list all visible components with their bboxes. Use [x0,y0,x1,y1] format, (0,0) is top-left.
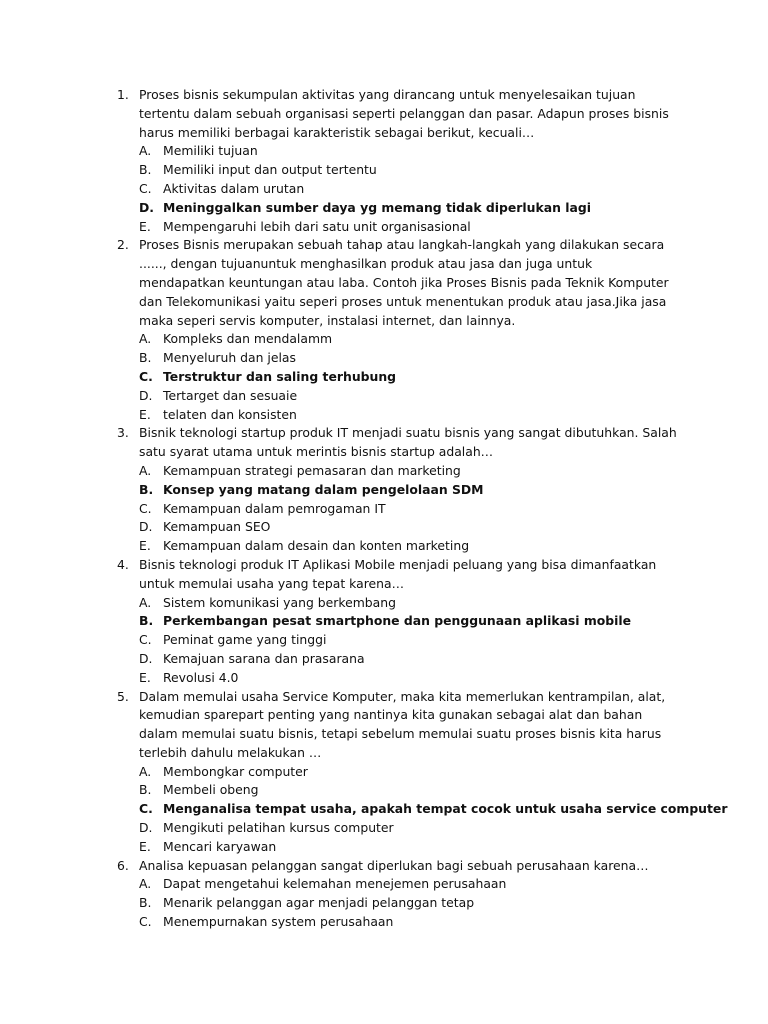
option-text: Kompleks dan mendalamm [163,331,333,347]
answer-option [0,161,768,180]
option-text: telaten dan konsisten [163,406,297,422]
question-3 [0,424,768,462]
answer-option-key [0,368,768,387]
option-text: Kemampuan dalam desain dan konten marketing [163,538,470,554]
option-letter: B. [139,162,152,178]
question-number: 6. [117,857,129,873]
option-text: Menganalisa tempat usaha, apakah tempat cocok untuk usaha service computer [163,801,728,817]
option-text: Memiliki input dan output tertentu [163,162,377,178]
option-letter: A. [139,594,152,610]
question-number: 2. [117,237,129,253]
question-text: Proses Bisnis merupakan sebuah tahap atau langkah-langkah yang dilakukan secara ......, dengan tujuanuntuk menghasilkan produk atau jasa dan juga untuk mendapatkan keuntungan atau laba. Contoh jika Proses Bisnis pada Teknik Komputer dan Telekomunikasi yaitu seperi proses untuk menentukan produk atau jasa.Jika jasa maka seperi servis komputer, instalasi internet, dan lainnya. [139,237,669,328]
option-text: Membongkar computer [163,763,308,779]
question-text: Proses bisnis sekumpulan aktivitas yang dirancang untuk menyelesaikan tujuan tertentu dalam sebuah organisasi seperti pelanggan dan pasar. Adapun proses bisnis harus memiliki berbagai karakteristik sebagai berikut, kecuali… [139,87,669,140]
option-text: Kemajuan sarana dan prasarana [163,650,365,666]
question-text: Bisnik teknologi startup produk IT menjadi suatu bisnis yang sangat dibutuhkan. Salah satu syarat utama untuk merintis bisnis startup adalah… [139,425,677,460]
option-text: Sistem komunikasi yang berkembang [163,594,396,610]
option-text: Mengikuti pelatihan kursus computer [163,820,394,836]
option-letter: D. [139,650,153,666]
option-letter: D. [139,519,153,535]
option-text: Konsep yang matang dalam pengelolaan SDM [163,481,484,497]
answer-option [0,650,768,669]
option-letter: D. [139,199,154,215]
option-letter: E. [139,838,151,854]
option-text: Tertarget dan sesuaie [163,387,298,403]
answer-option [0,819,768,838]
option-letter: C. [139,500,152,516]
answer-option [0,838,768,857]
answer-option [0,913,768,932]
answer-option-key [0,199,768,218]
question-number: 5. [117,688,129,704]
option-text: Meninggalkan sumber daya yg memang tidak diperlukan lagi [163,199,591,215]
option-text: Menempurnakan system perusahaan [163,914,394,930]
option-text: Aktivitas dalam urutan [163,180,305,196]
answer-option [0,537,768,556]
option-letter: C. [139,801,153,817]
answer-option-key [0,800,768,819]
answer-option [0,669,768,688]
question-number: 3. [117,425,129,441]
answer-option [0,387,768,406]
answer-option [0,875,768,894]
option-letter: B. [139,782,152,798]
answer-option-key [0,481,768,500]
question-4 [0,556,768,594]
option-letter: C. [139,632,152,648]
option-text: Memiliki tujuan [163,143,258,159]
option-letter: D. [139,387,153,403]
option-letter: C. [139,368,153,384]
option-letter: A. [139,143,152,159]
answer-option-key [0,612,768,631]
question-6 [0,857,768,876]
question-text: Analisa kepuasan pelanggan sangat diperlukan bagi sebuah perusahaan karena… [139,857,649,873]
option-letter: E. [139,406,151,422]
answer-option [0,406,768,425]
option-letter: A. [139,876,152,892]
question-2 [0,236,768,330]
answer-option [0,218,768,237]
option-text: Mempengaruhi lebih dari satu unit organisasional [163,218,471,234]
option-text: Mencari karyawan [163,838,277,854]
option-letter: C. [139,180,152,196]
option-letter: B. [139,350,152,366]
option-letter: E. [139,669,151,685]
answer-option [0,518,768,537]
answer-option [0,781,768,800]
option-text: Peminat game yang tinggi [163,632,327,648]
option-text: Perkembangan pesat smartphone dan penggunaan aplikasi mobile [163,613,632,629]
question-1 [0,86,768,142]
option-text: Revolusi 4.0 [163,669,239,685]
answer-option [0,500,768,519]
option-letter: A. [139,763,152,779]
option-letter: C. [139,914,152,930]
answer-option [0,142,768,161]
answer-option [0,763,768,782]
option-letter: A. [139,462,152,478]
option-text: Kemampuan SEO [163,519,271,535]
question-text: Dalam memulai usaha Service Komputer, maka kita memerlukan kentrampilan, alat, kemudian sparepart penting yang nantinya kita gunakan sebagai alat dan bahan dalam memulai suatu bisnis, tetapi sebelum memulai suatu proses bisnis kita harus terlebih dahulu melakukan … [139,688,666,760]
option-text: Menyeluruh dan jelas [163,350,296,366]
option-letter: B. [139,613,154,629]
question-number: 1. [117,87,129,102]
option-letter: A. [139,331,152,347]
option-letter: D. [139,820,153,836]
option-text: Kemampuan strategi pemasaran dan marketing [163,462,461,478]
question-text: Bisnis teknologi produk IT Aplikasi Mobile menjadi peluang yang bisa dimanfaatkan untuk memulai usaha yang tepat karena… [139,556,657,591]
option-letter: B. [139,895,152,911]
answer-option [0,462,768,481]
document-page [0,86,768,932]
option-text: Dapat mengetahui kelemahan menejemen perusahaan [163,876,507,892]
option-text: Menarik pelanggan agar menjadi pelanggan tetap [163,895,475,911]
answer-option [0,349,768,368]
question-number: 4. [117,556,129,572]
option-text: Terstruktur dan saling terhubung [163,368,397,384]
option-letter: B. [139,481,154,497]
option-text: Kemampuan dalam pemrogaman IT [163,500,386,516]
option-letter: E. [139,538,151,554]
answer-option [0,631,768,650]
question-5 [0,688,768,763]
answer-option [0,330,768,349]
answer-option [0,180,768,199]
answer-option [0,894,768,913]
answer-option [0,594,768,613]
option-text: Membeli obeng [163,782,259,798]
option-letter: E. [139,218,151,234]
